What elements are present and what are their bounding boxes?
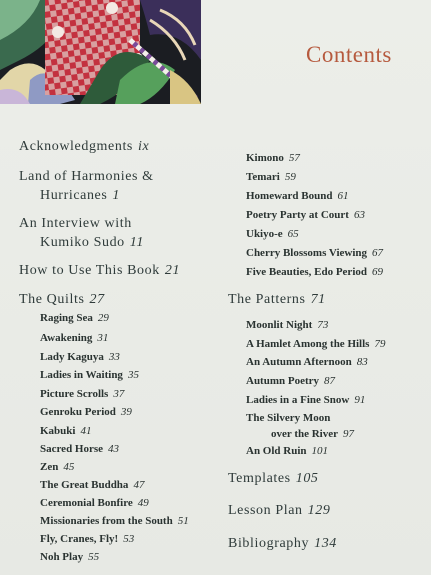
toc-entry-label: An Old Ruin (246, 445, 307, 457)
toc-entry-temari (246, 172, 296, 183)
toc-entry-the-patterns (228, 293, 326, 307)
toc-entry-poetry-party-at-court (246, 210, 365, 221)
toc-entry-label: Moonlit Night (246, 319, 313, 331)
toc-entry-five-beauties-edo-period (246, 267, 383, 278)
toc-entry-noh-play (40, 552, 99, 563)
toc-entry-label: Fly, Cranes, Fly! (40, 533, 119, 545)
toc-entry-an-autumn-afternoon (246, 357, 368, 368)
toc-page-number: 35 (127, 369, 139, 381)
toc-entry-kumiko-sudo (40, 236, 144, 250)
toc-page-number: 79 (374, 338, 386, 350)
toc-entry-label: The Quilts (19, 292, 85, 307)
toc-entry-land-of-harmonies (19, 170, 154, 184)
toc-page-number: 49 (137, 497, 149, 509)
page-title: Contents (306, 42, 392, 67)
toc-entry-label: Kumiko Sudo (40, 235, 125, 250)
toc-page-number: 43 (108, 443, 120, 455)
toc-entry-acknowledgments (19, 140, 149, 154)
toc-entry-an-interview-with (19, 217, 132, 231)
toc-entry-bibliography (228, 537, 337, 551)
toc-entry-label: Autumn Poetry (246, 375, 320, 387)
toc-entry-label: Poetry Party at Court (246, 209, 349, 221)
toc-page-number: 51 (177, 515, 189, 527)
toc-page-number: 101 (311, 445, 329, 457)
toc-entry-label: Genroku Period (40, 406, 116, 418)
toc-page-number: 37 (113, 388, 125, 400)
toc-entry-label: Sacred Horse (40, 443, 104, 455)
toc-page-number: 91 (354, 394, 366, 406)
toc-entry-kabuki (40, 426, 91, 437)
toc-page-number: 47 (133, 479, 145, 491)
toc-entry-lady-kaguya (40, 352, 120, 363)
toc-entry-cherry-blossoms-viewing (246, 248, 383, 259)
toc-entry-ukiyo-e (246, 229, 299, 240)
toc-entry-the-quilts (19, 293, 105, 307)
toc-page-number: 59 (284, 171, 296, 183)
toc-page-number: 53 (123, 533, 135, 545)
toc-entry-fly-cranes-fly (40, 534, 134, 545)
toc-page-number: 61 (337, 190, 349, 202)
toc-entry-label: Templates (228, 471, 291, 486)
toc-page-number: 11 (129, 235, 144, 250)
toc-entry-label: Ceremonial Bonfire (40, 497, 133, 509)
toc-entry-raging-sea (40, 313, 109, 324)
toc-entry-label: Kabuki (40, 425, 76, 437)
toc-entry-ceremonial-bonfire (40, 498, 149, 509)
toc-page-number: 69 (372, 266, 383, 278)
toc-page-number: 73 (317, 319, 329, 331)
toc-entry-label: The Silvery Moon (246, 412, 331, 424)
toc-entry-sacred-horse (40, 444, 119, 455)
kimono-fabric-illustration (0, 0, 201, 104)
toc-entry-label: Ladies in Waiting (40, 369, 123, 381)
toc-page-number: 71 (310, 292, 326, 307)
toc-page-number: 29 (97, 312, 109, 324)
toc-entry-missionaries-from-the-south (40, 516, 189, 527)
toc-entry-label: How to Use This Book (19, 263, 160, 278)
toc-entry-homeward-bound (246, 191, 349, 202)
toc-entry-label: Hurricanes (40, 188, 108, 203)
toc-page-number: 87 (324, 375, 336, 387)
toc-page-number: 45 (63, 461, 75, 473)
toc-entry-lesson-plan (228, 504, 330, 518)
toc-entry-label: Ukiyo-e (246, 228, 283, 240)
toc-entry-label: A Hamlet Among the Hills (246, 338, 370, 350)
toc-entry-label: Raging Sea (40, 312, 93, 324)
toc-entry-label: Cherry Blossoms Viewing (246, 247, 367, 259)
toc-entry-awakening (40, 333, 108, 344)
toc-page-number: 67 (372, 247, 383, 259)
toc-entry-label: Ladies in a Fine Snow (246, 394, 350, 406)
toc-page-number: 31 (97, 332, 109, 344)
toc-entry-label: Zen (40, 461, 59, 473)
toc-page-number: 134 (314, 536, 337, 551)
toc-entry-label: Noh Play (40, 551, 84, 563)
toc-page-number: 21 (164, 263, 181, 278)
toc-entry-label: Acknowledgments (19, 139, 133, 154)
toc-entry-label: Homeward Bound (246, 190, 333, 202)
toc-entry-label: Picture Scrolls (40, 388, 109, 400)
toc-page-number: 41 (80, 425, 92, 437)
toc-entry-ladies-in-waiting (40, 370, 139, 381)
toc-page-number: 33 (108, 351, 120, 363)
toc-entry-label: Five Beauties, Edo Period (246, 266, 367, 278)
toc-entry-label: Bibliography (228, 536, 310, 551)
toc-entry-the-silvery-moon (246, 413, 330, 424)
toc-entry-label: Missionaries from the South (40, 515, 173, 527)
toc-entry-moonlit-night (246, 320, 328, 331)
toc-entry-label: Lesson Plan (228, 503, 303, 518)
toc-entry-kimono (246, 153, 300, 164)
toc-entry-label: The Patterns (228, 292, 306, 307)
toc-entry-label: An Autumn Afternoon (246, 356, 352, 368)
toc-page-number: 39 (120, 406, 132, 418)
toc-entry-hurricanes (40, 189, 120, 203)
toc-entry-label: Land of Harmonies & (19, 169, 154, 184)
toc-entry-label: Temari (246, 171, 280, 183)
toc-entry-label: The Great Buddha (40, 479, 129, 491)
toc-entry-templates (228, 472, 319, 486)
toc-page-number: 65 (287, 228, 299, 240)
toc-entry-ladies-in-a-fine-snow (246, 395, 365, 406)
toc-page-number: 105 (295, 471, 319, 486)
toc-page-number: 57 (288, 152, 300, 164)
toc-page-number: 1 (112, 188, 121, 203)
toc-entry-autumn-poetry (246, 376, 335, 387)
toc-entry-label: An Interview with (19, 216, 132, 231)
toc-entry-genroku-period (40, 407, 132, 418)
toc-page-number: 27 (89, 292, 105, 307)
toc-entry-a-hamlet-among-the-hills (246, 339, 385, 350)
toc-entry-label: over the River (271, 428, 338, 440)
toc-page-number: 97 (343, 428, 354, 440)
toc-entry-label: Kimono (246, 152, 284, 164)
toc-entry-an-old-ruin (246, 446, 328, 457)
toc-entry-the-great-buddha (40, 480, 144, 491)
toc-entry-label: Awakening (40, 332, 93, 344)
toc-page-number: 63 (353, 209, 365, 221)
toc-page-number: 83 (356, 356, 368, 368)
toc-page-number: 55 (88, 551, 100, 563)
toc-page-number: ix (137, 139, 150, 154)
toc-entry-label: Lady Kaguya (40, 351, 104, 363)
toc-entry-zen (40, 462, 74, 473)
toc-page-number: 129 (307, 503, 331, 518)
toc-entry-picture-scrolls (40, 389, 124, 400)
toc-entry-how-to-use-this-book (19, 264, 180, 278)
toc-entry-over-the-river (271, 429, 354, 440)
